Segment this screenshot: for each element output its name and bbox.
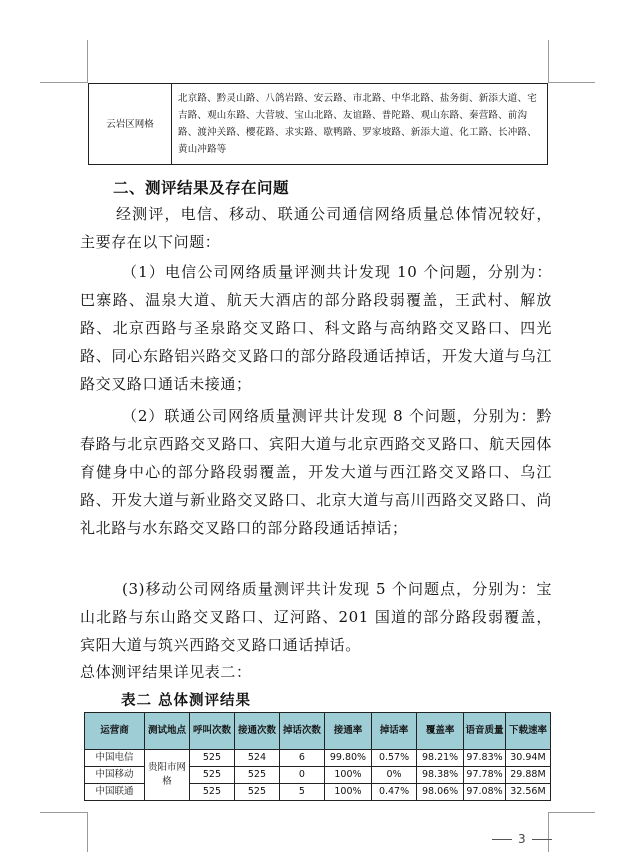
operator-cell: 中国电信 bbox=[85, 750, 145, 767]
download-cell: 32.56M bbox=[505, 784, 550, 801]
results-table bbox=[84, 712, 551, 801]
header-calls: 呼叫次数 bbox=[189, 713, 234, 750]
dropped-cell: 6 bbox=[279, 750, 324, 767]
header-voice-quality: 语音质量 bbox=[464, 713, 506, 750]
connect-rate-cell: 100% bbox=[324, 767, 371, 784]
header-operator: 运营商 bbox=[85, 713, 145, 750]
calls-cell: 525 bbox=[189, 784, 234, 801]
telecom-paragraph: （1）电信公司网络质量评测共计发现 10 个问题，分别为：巴寨路、温泉大道、航天大酒店的部分路段弱覆盖，王武村、解放路、北京西路与圣泉路交叉路口、科文路与高纳路交叉路口、四光路、同心东路铝兴路交叉路口的部分路段通话掉话，开发大道与乌江路交叉路口通话未接通； bbox=[80, 263, 552, 393]
crop-mark bbox=[40, 82, 87, 83]
mobile-paragraph: (3)移动公司网络质量测评共计发现 5 个问题点，分别为：宝山北路与东山路交叉路口、辽河路、201 国道的部分路段弱覆盖，宾阳大道与筑兴西路交叉路口通话掉话。 bbox=[80, 580, 552, 654]
crop-mark bbox=[548, 82, 595, 83]
operator-cell: 中国联通 bbox=[85, 784, 145, 801]
page-number-dash bbox=[492, 839, 512, 840]
drop-rate-cell: 0.47% bbox=[372, 784, 417, 801]
connected-cell: 525 bbox=[234, 767, 279, 784]
header-drop-rate: 掉话率 bbox=[372, 713, 417, 750]
connected-cell: 524 bbox=[234, 750, 279, 767]
crop-mark bbox=[548, 812, 595, 813]
calls-cell: 525 bbox=[189, 750, 234, 767]
voice-quality-cell: 97.78% bbox=[464, 767, 506, 784]
coverage-cell: 98.21% bbox=[417, 750, 464, 767]
voice-quality-cell: 97.08% bbox=[464, 784, 506, 801]
header-download: 下载速率 bbox=[505, 713, 550, 750]
location-cell: 贵阳市网格 bbox=[144, 750, 189, 801]
page-number-value: 3 bbox=[518, 832, 526, 846]
download-cell: 29.88M bbox=[505, 767, 550, 784]
operator-cell: 中国移动 bbox=[85, 767, 145, 784]
connected-cell: 525 bbox=[234, 784, 279, 801]
drop-rate-cell: 0.57% bbox=[372, 750, 417, 767]
download-cell: 30.94M bbox=[505, 750, 550, 767]
crop-mark bbox=[87, 40, 88, 83]
header-dropped: 掉话次数 bbox=[279, 713, 324, 750]
page-number-dash bbox=[532, 839, 552, 840]
header-connect-rate: 接通率 bbox=[324, 713, 371, 750]
connect-rate-cell: 100% bbox=[324, 784, 371, 801]
drop-rate-cell: 0% bbox=[372, 767, 417, 784]
dropped-cell: 5 bbox=[279, 784, 324, 801]
calls-cell: 525 bbox=[189, 767, 234, 784]
crop-mark bbox=[40, 812, 87, 813]
crop-mark bbox=[548, 40, 549, 83]
section-heading: 二、测评结果及存在问题 bbox=[113, 179, 290, 197]
table-header-row bbox=[85, 713, 551, 750]
connect-rate-cell: 99.80% bbox=[324, 750, 371, 767]
coverage-cell: 98.06% bbox=[417, 784, 464, 801]
unicom-paragraph: （2）联通公司网络质量测评共计发现 8 个问题，分别为：黔春路与北京西路交叉路口、宾阳大道与北京西路交叉路口、航天园体育健身中心的部分路段弱覆盖，开发大道与西江路交叉路口、乌江路、开发大道与新业路交叉路口、北京大道与高川西路交叉路口、尚礼北路与水东路交叉路口的部分路段通话掉话； bbox=[80, 407, 552, 537]
page-number bbox=[486, 832, 558, 846]
crop-mark bbox=[87, 812, 88, 852]
dropped-cell: 0 bbox=[279, 767, 324, 784]
header-connected: 接通次数 bbox=[234, 713, 279, 750]
intro-paragraph: 经测评，电信、移动、联通公司通信网络质量总体情况较好，主要存在以下问题： bbox=[80, 205, 552, 251]
summary-paragraph: 总体测评结果详见表二： bbox=[80, 663, 252, 681]
table-row bbox=[85, 750, 551, 767]
road-list-table bbox=[88, 83, 548, 165]
header-location: 测试地点 bbox=[144, 713, 189, 750]
roads-cell: 北京路、黔灵山路、八鸽岩路、安云路、市北路、中华北路、盐务街、新添大道、宅吉路、观山东路、大营坡、宝山北路、友谊路、普陀路、观山东路、秦营路、前沟路、渡沖关路、樱花路、求实路、歇鸭路、罗家坡路、新添大道、化工路、长冲路、黄山冲路等 bbox=[172, 84, 548, 165]
area-cell: 云岩区网格 bbox=[89, 84, 172, 165]
table-title: 表二 总体测评结果 bbox=[121, 693, 252, 709]
voice-quality-cell: 97.83% bbox=[464, 750, 506, 767]
header-coverage: 覆盖率 bbox=[417, 713, 464, 750]
coverage-cell: 98.38% bbox=[417, 767, 464, 784]
